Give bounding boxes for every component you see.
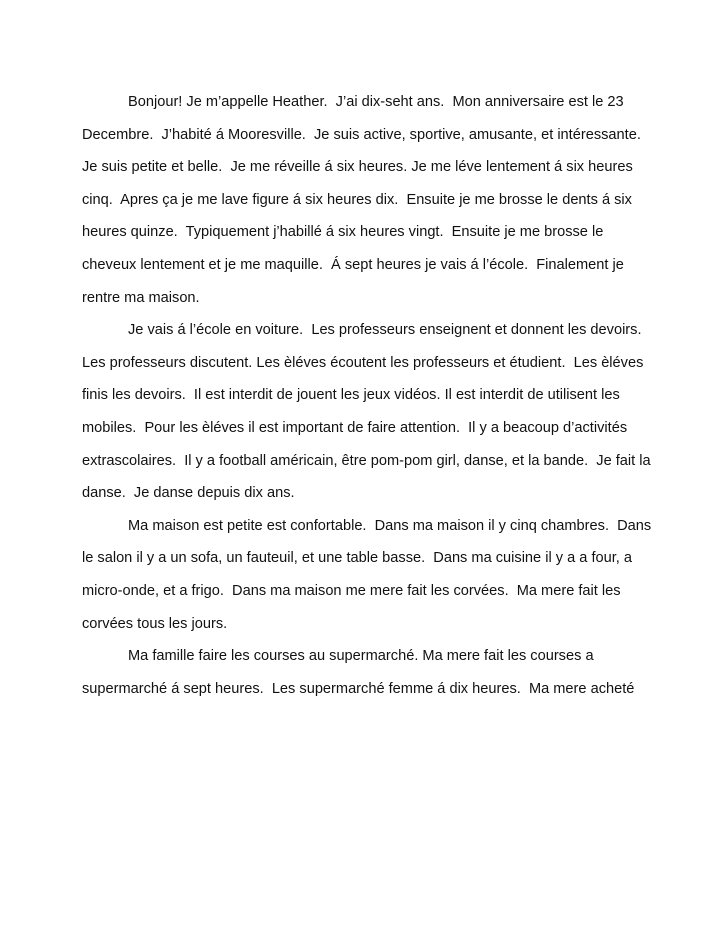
text-line: corvées tous les jours. — [82, 615, 228, 632]
text-line: Les professeurs discutent. Les èléves écoutent les professeurs et étudient. Les èléves — [82, 354, 644, 371]
text-line: le salon il y a un sofa, un fauteuil, et une table basse. Dans ma cuisine il y a a four, a — [82, 550, 633, 567]
text-line: cinq. Apres ça je me lave figure á six heures dix. Ensuite je me brosse le dents á six — [82, 191, 632, 208]
text-line: Je suis petite et belle. Je me réveille á six heures. Je me léve lentement á six heures — [82, 159, 633, 176]
text-line: extrascolaires. Il y a football américain, être pom-pom girl, danse, et la bande. Je fait la — [82, 452, 651, 469]
text-line: Decembre. J’habité á Mooresville. Je suis active, sportive, amusante, et intéressante. — [82, 126, 641, 143]
text-line: danse. Je danse depuis dix ans. — [82, 485, 295, 502]
text-line: finis les devoirs. Il est interdit de jouent les jeux vidéos. Il est interdit de utilisent les — [82, 387, 620, 404]
text-line: cheveux lentement et je me maquille. Á sept heures je vais á l’école. Finalement je — [82, 256, 624, 273]
essay-text — [82, 86, 662, 705]
text-line: rentre ma maison. — [82, 289, 200, 306]
text-line: heures quinze. Typiquement j’habillé á six heures vingt. Ensuite je me brosse le — [82, 224, 604, 241]
text-line: mobiles. Pour les èléves il est important de faire attention. Il y a beacoup d’activités — [82, 419, 628, 436]
text-line: supermarché á sept heures. Les supermarché femme á dix heures. Ma mere acheté — [82, 680, 635, 697]
text-line: Je vais á l’école en voiture. Les professeurs enseignent et donnent les devoirs. — [128, 322, 642, 339]
text-line: Bonjour! Je m’appelle Heather. J’ai dix-seht ans. Mon anniversaire est le 23 — [128, 94, 624, 110]
text-line: Ma famille faire les courses au supermarché. Ma mere fait les courses a — [128, 648, 594, 665]
text-line: Ma maison est petite est confortable. Dans ma maison il y cinq chambres. Dans — [128, 517, 652, 534]
text-line: micro-onde, et a frigo. Dans ma maison me mere fait les corvées. Ma mere fait les — [82, 582, 621, 599]
